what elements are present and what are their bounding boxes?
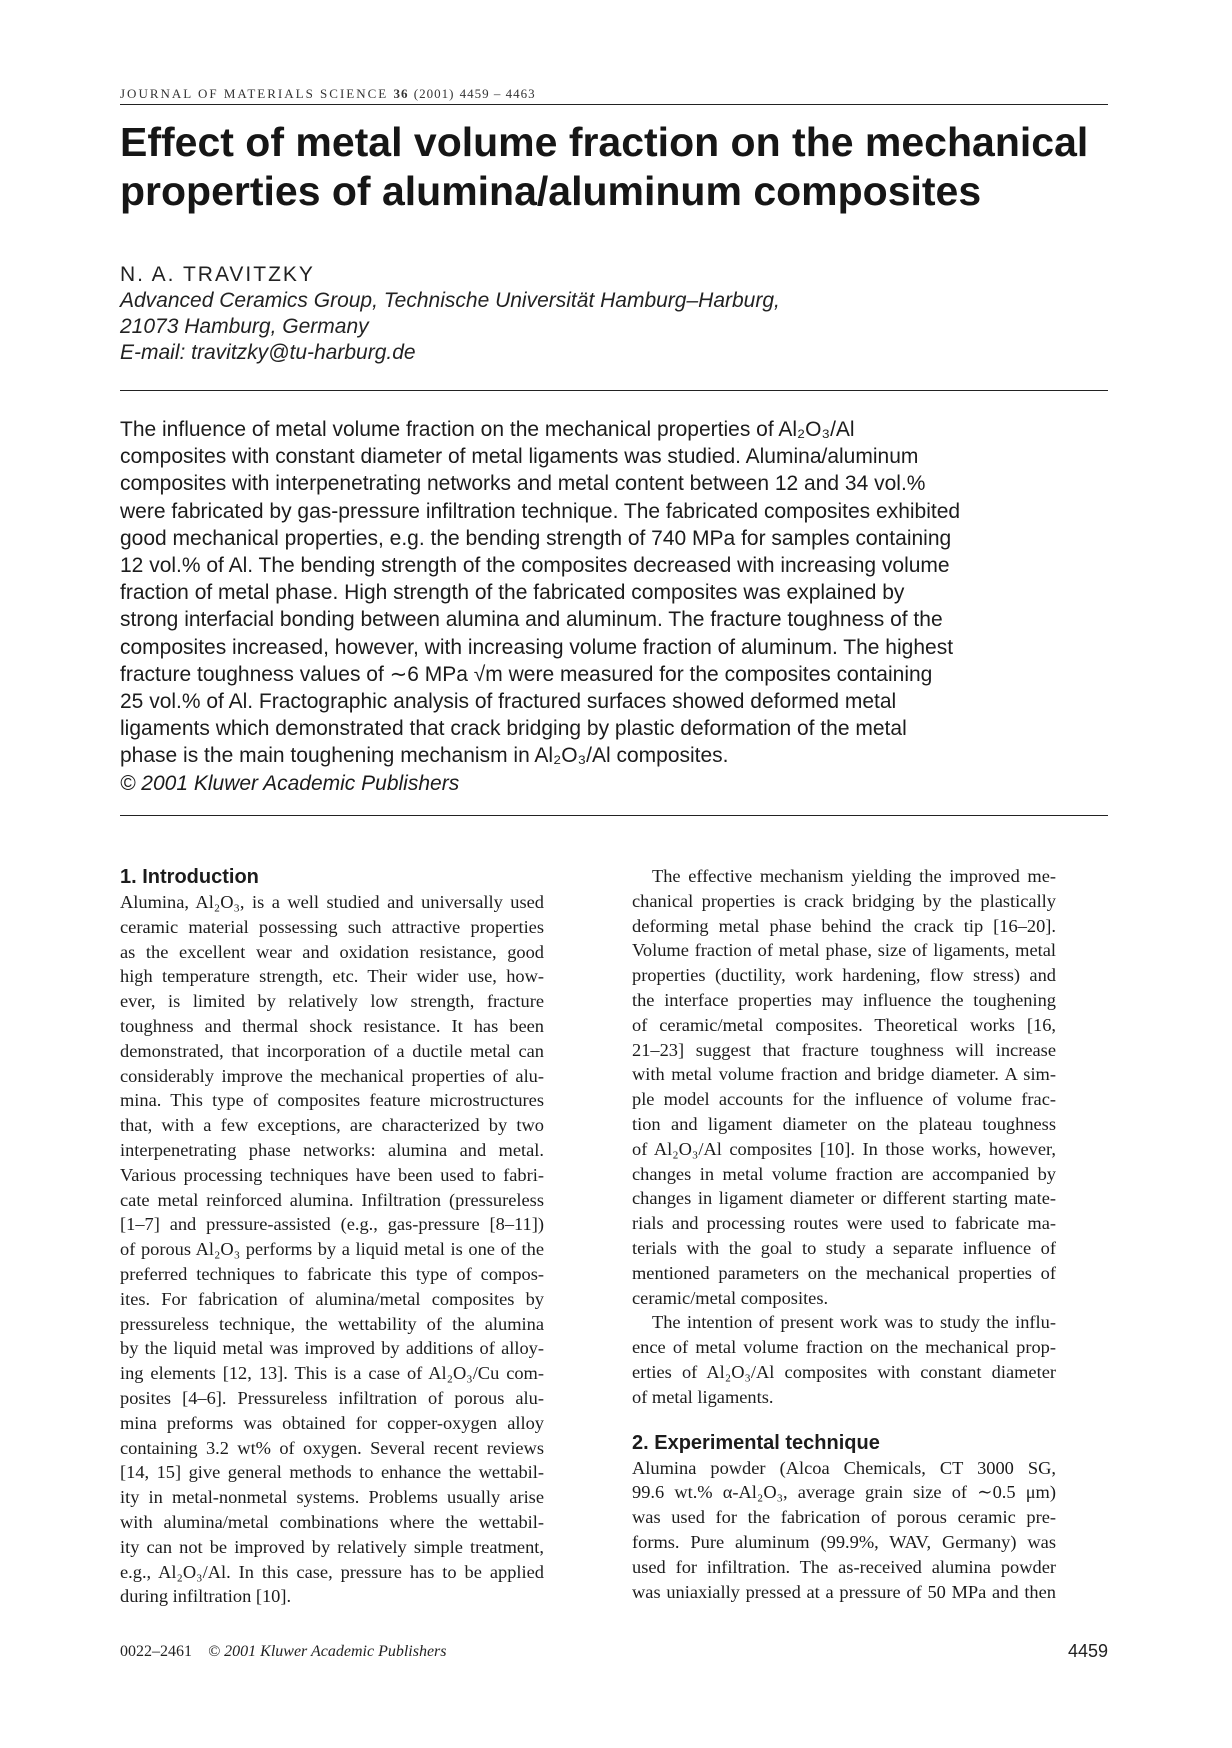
- title-line: properties of alumina/aluminum composites: [120, 168, 982, 214]
- abstract-bottom-rule: [120, 815, 1108, 816]
- body-line: Volume fraction of metal phase, size of ligaments, metal: [632, 940, 1056, 961]
- body-line: toughness and thermal shock resistance. It has been: [120, 1015, 544, 1036]
- body-line: of metal ligaments.: [632, 1386, 774, 1407]
- body-line: erties of Al₂O₃/Al composites with constant diameter: [632, 1361, 1056, 1382]
- body-line: terials with the goal to study a separate influence of: [632, 1237, 1056, 1258]
- body-line: during infiltration [10].: [120, 1586, 292, 1607]
- body-line: e.g., Al₂O₃/Al. In this case, pressure has to be applied: [120, 1561, 544, 1582]
- body-line: interpenetrating phase networks: alumina and metal.: [120, 1139, 544, 1160]
- header-rule: [120, 104, 1108, 105]
- journal-volume: 36: [393, 86, 409, 101]
- body-line: ity can not be improved by relatively simple treatment,: [120, 1536, 544, 1557]
- abstract-line: composites increased, however, with increasing volume fraction of aluminum. The highest: [120, 635, 954, 659]
- abstract-line: good mechanical properties, e.g. the bending strength of 740 MPa for samples containing: [120, 526, 952, 550]
- body-line: by the liquid metal was improved by additions of alloy-: [120, 1338, 544, 1359]
- body-line: of porous Al₂O₃ performs by a liquid metal is one of the: [120, 1239, 544, 1260]
- body-line: as the excellent wear and oxidation resistance, good: [120, 941, 544, 962]
- body-line: ple model accounts for the influence of volume frac-: [632, 1089, 1056, 1110]
- abstract: [120, 416, 1108, 797]
- left-column: [120, 864, 544, 1609]
- body-line: changes in ligament diameter or different starting mate-: [632, 1188, 1056, 1209]
- journal-year: (2001): [413, 86, 455, 101]
- body-line: cate metal reinforced alumina. Infiltration (pressureless: [120, 1189, 544, 1210]
- body-line: was uniaxially pressed at a pressure of 50 MPa and then: [632, 1581, 1056, 1602]
- body-line: of Al₂O₃/Al composites [10]. In those works, however,: [632, 1138, 1056, 1159]
- abstract-line: 25 vol.% of Al. Fractographic analysis of fractured surfaces showed deformed metal: [120, 690, 897, 714]
- running-head: [120, 86, 1108, 102]
- body-line: preferred techniques to fabricate this type of compos-: [120, 1263, 544, 1284]
- body-line: rials and processing routes were used to fabricate ma-: [632, 1213, 1056, 1234]
- abstract-copyright: © 2001 Kluwer Academic Publishers: [120, 771, 460, 795]
- abstract-line: fracture toughness values of ∼6 MPa √m were measured for the composites containing: [120, 662, 933, 686]
- right-column: [632, 864, 1056, 1604]
- body-line: The effective mechanism yielding the improved me-: [652, 866, 1056, 886]
- abstract-line: composites with constant diameter of metal ligaments was studied. Alumina/aluminum: [120, 445, 919, 469]
- abstract-line: phase is the main toughening mechanism in Al₂O₃/Al composites.: [120, 744, 729, 768]
- body-line: considerably improve the mechanical properties of alu-: [120, 1065, 544, 1086]
- journal-name: JOURNAL OF MATERIALS SCIENCE: [120, 86, 389, 101]
- footer-copyright: © 2001 Kluwer Academic Publishers: [208, 1643, 447, 1660]
- body-line: mentioned parameters on the mechanical properties of: [632, 1262, 1056, 1283]
- page-number: 4459: [1067, 1641, 1108, 1661]
- body-line: used for infiltration. The as-received alumina powder: [632, 1556, 1056, 1577]
- body-line: was used for the fabrication of porous ceramic pre-: [632, 1507, 1056, 1528]
- body-line: with alumina/metal combinations where the wettabil-: [120, 1511, 544, 1532]
- body-line: tion and ligament diameter on the plateau toughness: [632, 1113, 1056, 1134]
- abstract-line: were fabricated by gas-pressure infiltration technique. The fabricated composites exhibited: [120, 499, 961, 523]
- abstract-line: The influence of metal volume fraction on the mechanical properties of Al₂O₃/Al: [120, 418, 855, 441]
- body-line: Alumina powder (Alcoa Chemicals, CT 3000 SG,: [632, 1457, 1056, 1478]
- body-line: ing elements [12, 13]. This is a case of Al₂O₃/Cu com-: [120, 1363, 544, 1384]
- body-line: chanical properties is crack bridging by the plastically: [632, 890, 1056, 911]
- body-line: containing 3.2 wt% of oxygen. Several recent reviews: [120, 1437, 544, 1458]
- article-title: [120, 118, 1108, 216]
- body-line: with metal volume fraction and bridge diameter. A sim-: [632, 1064, 1056, 1085]
- body-line: [14, 15] give general methods to enhance the wettabil-: [120, 1462, 544, 1483]
- title-line: Effect of metal volume fraction on the mechanical: [120, 119, 1089, 165]
- article-page: [120, 0, 1108, 1748]
- body-line: posites [4–6]. Pressureless infiltration of porous alu-: [120, 1387, 544, 1408]
- journal-pages: 4459 – 4463: [459, 86, 536, 101]
- body-line: forms. Pure aluminum (99.9%, WAV, Germany) was: [632, 1531, 1056, 1552]
- body-line: properties (ductility, work hardening, flow stress) and: [632, 965, 1056, 986]
- abstract-line: 12 vol.% of Al. The bending strength of the composites decreased with increasing volume: [120, 554, 950, 578]
- abstract-top-rule: [120, 390, 1108, 391]
- body-line: 99.6 wt.% α-Al₂O₃, average grain size of ∼0.5 μm): [632, 1482, 1056, 1503]
- body-line: Various processing techniques have been used to fabri-: [120, 1164, 544, 1185]
- body-line: changes in metal volume fraction are accompanied by: [632, 1163, 1056, 1184]
- body-line: ceramic material possessing such attractive properties: [120, 916, 544, 937]
- body-line: ever, is limited by relatively low strength, fracture: [120, 991, 544, 1012]
- body-line: ceramic/metal composites.: [632, 1287, 829, 1308]
- body-line: mina preforms was obtained for copper-oxygen alloy: [120, 1412, 544, 1433]
- body-line: [1–7] and pressure-assisted (e.g., gas-pressure [8–11]): [120, 1214, 544, 1235]
- affiliation-line: 21073 Hamburg, Germany: [120, 315, 369, 338]
- footer-left: [120, 1643, 447, 1661]
- body-line: Alumina, Al₂O₃, is a well studied and universally used: [120, 892, 544, 912]
- body-line: mina. This type of composites feature microstructures: [120, 1090, 544, 1111]
- section-gap: [632, 1410, 1056, 1430]
- section-heading-introduction: 1. Introduction: [120, 866, 259, 888]
- body-line: demonstrated, that incorporation of a ductile metal can: [120, 1040, 544, 1061]
- body-line: ence of metal volume fraction on the mechanical prop-: [632, 1337, 1056, 1358]
- body-line: pressureless technique, the wettability of the alumina: [120, 1313, 544, 1334]
- author-block: [120, 262, 1108, 366]
- body-line: deforming metal phase behind the crack tip [16–20].: [632, 915, 1056, 936]
- author-name: N. A. TRAVITZKY: [120, 263, 315, 286]
- abstract-line: fraction of metal phase. High strength of the fabricated composites was explained by: [120, 581, 905, 605]
- footer-issn: 0022–2461: [120, 1643, 192, 1660]
- body-line: The intention of present work was to study the influ-: [652, 1312, 1056, 1333]
- body-line: ites. For fabrication of alumina/metal composites by: [120, 1288, 544, 1309]
- affiliation-line: Advanced Ceramics Group, Technische Universität Hamburg–Harburg,: [120, 289, 780, 312]
- author-email[interactable]: E-mail: travitzky@tu-harburg.de: [120, 341, 416, 364]
- body-line: of ceramic/metal composites. Theoretical works [16,: [632, 1014, 1056, 1035]
- abstract-line: composites with interpenetrating networks and metal content between 12 and 34 vol.%: [120, 472, 926, 496]
- body-line: 21–23] suggest that fracture toughness will increase: [632, 1039, 1056, 1060]
- section-heading-experimental: 2. Experimental technique: [632, 1431, 880, 1454]
- abstract-line: strong interfacial bonding between alumina and aluminum. The fracture toughness of the: [120, 608, 943, 632]
- body-line: high temperature strength, etc. Their wider use, how-: [120, 966, 544, 987]
- body-line: ity in metal-nonmetal systems. Problems usually arise: [120, 1487, 544, 1508]
- body-line: that, with a few exceptions, are characterized by two: [120, 1115, 544, 1136]
- abstract-line: ligaments which demonstrated that crack bridging by plastic deformation of the metal: [120, 717, 907, 741]
- body-line: the interface properties may influence the toughening: [632, 989, 1056, 1010]
